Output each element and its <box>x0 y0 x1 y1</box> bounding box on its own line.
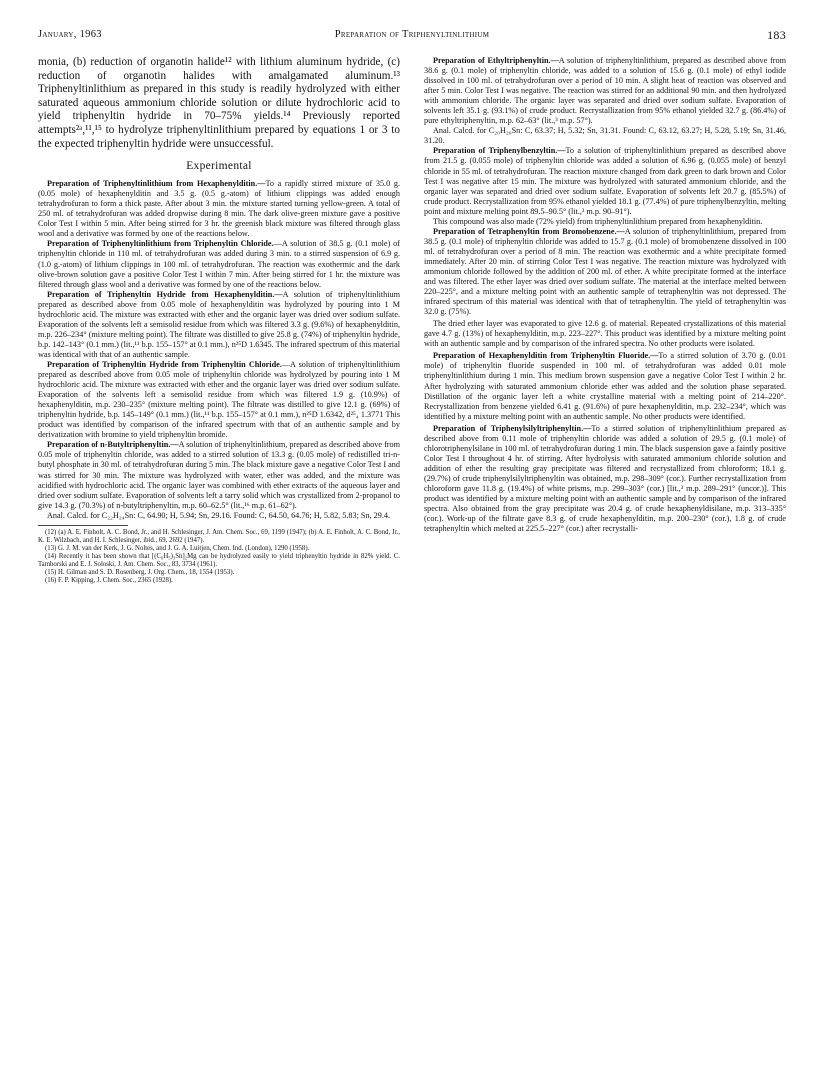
paragraph-title: Preparation of n-Butyltriphenyltin.— <box>47 440 179 450</box>
paragraph <box>424 227 786 317</box>
header-title: Preparation of Triphenyltinlithium <box>334 29 490 40</box>
paragraph-text: A solution of triphenyltinlithium, prepared as described above from 0.05 mole of triphenyltin chloride, was added to a stirred solution of 13.3 g. (0.05 mole) of redistilled tri-n-butyl phosphate in 30 ml. of tetrahydrofuran during 5 min. The black mixture gave a negative Color Test I and was stirred for 30 min. The mixture was hydrolyzed with water, ether was added, and the mixture was acidified with hydrochloric acid. The organic layer was combined with ether extracts of the aqueous layer and dried over sodium sulfate. Evaporation of solvents left a tarry solid which was crystallized from 2-propanol to give 14.3 g. (70.3%) of n-butyltriphenyltin, m.p. 60–62.5° (lit.,¹⁶ m.p. 61–62°). <box>38 440 400 510</box>
paragraph <box>38 179 400 239</box>
paragraph <box>424 56 786 126</box>
paragraph-text: To a stirred solution of triphenyltinlithium prepared as described above from 0.11 mole of triphenyltin chloride was added a solution of 29.5 g. (0.1 mole) of chlorotriphenylsilane in 100 ml. of tetrahydrofuran during 1 min. The black suspension gave a faintly positive Color Test I throughout 4 hr. of stirring. After hydrolysis with saturated ammonium chloride solution and addition of ether the resulting gray precipitate was filtered and recrystallized from chloroform; 18.1 g. (29.7%) of crude triphenylsilyltriphenyltin was obtained, m.p. 298–309° (cor.). Further recrystallization from chloroform gave 11.8 g. (19.4%) of white prisms, m.p. 299–303° (cor.) [lit.,³ m.p. 289–291° (uncor.)]. This product was identified by a mixture melting point with an authentic sample and by comparison of the infrared spectra. Also obtained from the gray precipitate was 20.4 g. of crude hexaphenyldisilane, m.p. 313–335° (cor.). Work-up of the filtrate gave 8.3 g. of crude hexaphenylditin, m.p. 200–230° (cor.), 1.8 g. of crude tetraphenyltin which melted at 225.5–227° (cor.) after recrystalli- <box>424 423 787 534</box>
paragraph-title: Preparation of Triphenyltin Hydride from Triphenyltin Chloride. <box>47 360 282 369</box>
paragraph-title: Preparation of Triphenyltin Hydride from Hexaphenylditin.— <box>47 289 283 299</box>
paragraph-title: Preparation of Triphenylbenzyltin.— <box>433 146 566 156</box>
paragraph-title: Preparation of Triphenyltinlithium from Triphenyltin Chloride. <box>47 239 274 249</box>
paragraph-text: Anal. Calcd. for C₂₀H₂₀Sn: C, 63.37; H, 5.32; Sn, 31.31. Found: C, 63.12, 63.27; H, 5.28, 5.19; Sn, 31.46, 31.20. <box>424 126 786 146</box>
running-header <box>38 29 786 43</box>
paragraph-title: Preparation of Triphenyltinlithium from Hexaphenylditin.— <box>47 179 266 189</box>
paragraph-text: To a stirred solution of 3.70 g. (0.01 mole) of triphenyltin fluoride suspended in 100 ml. of tetrahydrofuran was added 0.01 mole triphenyltinlithium during 1 min. This medium brown suspension gave a negative Color Test I within 2 hr. After hydrolyzing with saturated ammonium chloride ether was added and the solution phase separated. Distillation of the organic layer left a white crystalline material with a melting point of 214–220°. Recrystallization from benzene yielded 6.41 g. (91.6%) of pure hexaphenylditin, m.p. 232–234°, which was identified by a mixture melting point with an authentic sample. No other products were identified. <box>424 351 786 421</box>
footnote-rule <box>38 525 128 526</box>
footnote: (16) F. P. Kipping, J. Chem. Soc., 2365 (1928). <box>45 577 173 585</box>
paragraph <box>424 146 786 216</box>
paragraph-title: Preparation of Ethyltriphenyltin.— <box>433 56 559 65</box>
section-heading: Experimental <box>186 160 252 173</box>
paragraph <box>424 424 786 535</box>
left-column <box>38 56 400 585</box>
paragraph-title: Preparation of Tetraphenyltin from Bromobenzene.— <box>433 226 625 236</box>
footnote: (14) Recently it has been shown that [(C₆H₅)₃Sn]₂Mg can be hydrolyzed easily to yield triphenyltin hydride in 82% yield. C. Tamborski and E. J. Soloski, J. Am. Chem. Soc., 83, 3734 (1961). <box>38 553 400 569</box>
footnote: (12) (a) A. E. Finholt, A. C. Bond, Jr., and H. Schlesinger, J. Am. Chem. Soc., 69, 1199 (1947); (b) A. E. Finholt, A. C. Bond, Jr., K. E. Wilzbach, and H. I. Schlesinger, ibid., 69, 2692 (1947). <box>38 528 400 544</box>
paragraph <box>38 290 400 360</box>
header-date: January, 1963 <box>38 29 102 40</box>
page-number: 183 <box>767 28 786 42</box>
paragraph-text: —A solution of 38.5 g. (0.1 mole) of triphenyltin chloride in 110 ml. of tetrahydrofuran was added during 3 min. to a stirred suspension of 6.9 g. (1.0 g.-atom) of lithium clippings in 100 ml. of tetrahydrofuran. The reaction was exothermic and the dark olive-brown solution gave a positive Color Test I within 7 min. After being stirred for 1 hr. the mixture was filtered through glass wool and a derivative was formed by one of the reactions below. <box>38 239 400 289</box>
paragraph <box>38 440 400 510</box>
paragraph-text: To a rapidly stirred mixture of 35.0 g. (0.05 mole) of hexaphenylditin and 3.5 g. (0.5 g.-atom) of lithium clippings was added enough tetrahydrofuran to form a thick paste. After about 3 min. the mixture started turning yellow-green. A total of 250 ml. of tetrahydrofuran was added dropwise during 8 min. The dark olive-green mixture gave a positive Color Test I within 5 min. After being stirred for 3 hr. the greenish black mixture was filtered through glass wool and a derivative was formed by one of the reactions below. <box>38 179 400 239</box>
right-column <box>424 56 786 534</box>
paragraph <box>424 351 786 421</box>
paragraph-text: —A solution of triphenyltinlithium prepared as described above from 0.05 mole of triphenyltin chloride was hydrolyzed by pouring into 1 M hydrochloric acid. The mixture was extracted with ether and the organic layer was dried over sodium sulfate. Evaporation of the solvents left a semisolid residue from which was filtered 1.9 g. (10.9%) of hexaphenylditin, m.p. 230–235° (mixture melting point). The filtrate was distilled to give 12.1 g. (69%) of triphenyltin hydride, b.p. 145–149° (0.1 mm.) (lit.,¹¹ b.p. 155–157° at 0.1 mm.), n²⁵D 1.6342, d²⁵₄ 1.3771 This product was identified by comparison of the infrared spectrum with that of an authentic sample and by derivatization with bromine to yield triphenyltin bromide. <box>38 360 401 440</box>
paragraph <box>424 126 786 146</box>
paragraph-text: A solution of triphenyltinlithium, prepared as described above from 38.6 g. (0.1 mole) of triphenyltin chloride, was added to a solution of 15.6 g. (0.1 mole) of ethyl iodide dissolved in 100 ml. of tetrahydrofuran over a period of 10 min. A slight heat of reaction was observed and after 5 min. Color Test I was negative. The reaction was stirred for an additional 90 min. and then hydrolyzed with ammonium chloride. The organic layer was separated and dried over sodium sulfate. Evaporation of solvents left 35.1 g. (93.1%) of crude product. Recrystallization from 95% ethanol yielded 32.7 g. (86.4%) of pure ethyltriphenyltin, m.p. 62–63° (lit.,³ m.p. 57°). <box>424 56 786 126</box>
paragraph <box>424 217 786 227</box>
paragraph-text: To a solution of triphenyltinlithium prepared as described above from 21.5 g. (0.055 mole) of triphenyltin chloride was added a solution of 6.96 g. (0.055 mole) of benzyl chloride in 55 ml. of tetrahydrofuran. The reaction mixture changed from dark green to dark brown and Color Test I was negative after 15 min. The mixture was hydrolyzed with saturated ammonium chloride, and the organic layer was separated and dried over sodium sulfate. Evaporation of solvents left 20.7 g. (85.5%) of crude product. Recrystallization from 95% ethanol yielded 18.1 g. (77.4%) of pure triphenylbenzyltin, melting point and mixture melting point 89.5–90.5° (lit.,³ m.p. 90–91°). <box>424 146 786 216</box>
paragraph-text: This compound was also made (72% yield) from triphenyltinlithium prepared from hexaphenylditin. <box>433 216 763 226</box>
paragraph-text: The dried ether layer was evaporated to give 12.6 g. of material. Repeated crystallizations of this material gave 4.7 g. (13%) of hexaphenylditin, m.p. 223–227°. This product was identified by a mixture melting point with an authentic sample and by comparison of the infrared spectra. No other products were isolated. <box>424 319 786 349</box>
footnote: (15) H. Gilman and S. D. Rosenberg, J. Org. Chem., 18, 1554 (1953). <box>45 569 235 577</box>
paragraph-text: Anal. Calcd. for C₂₂H₂₄Sn: C, 64.90; H, 5.94; Sn, 29.16. Found: C, 64.50, 64.76; H, 5.82, 5.83; Sn, 29.4. <box>47 510 391 520</box>
paragraph <box>38 511 400 521</box>
paragraph-title: Preparation of Triphenylsilyltriphenyltin.— <box>433 423 592 433</box>
paragraph-text: A solution of triphenyltinlithium, prepared from 38.5 g. (0.1 mole) of triphenyltin chloride was added to 15.7 g. (0.1 mole) of bromobenzene dissolved in 100 ml. of tetrahydrofuran over a period of 8 min. The reaction was exothermic and a white precipitate formed immediately. After 20 min. of stirring Color Test I was negative. The reaction mixture was hydrolyzed with ammonium chloride followed by the addition of 200 ml. of ether. A white precipitate formed at the interface and was filtered. The ether layer was dried over sodium sulfate. The material at the interface melted between 220–225°, and a mixture melting point with an authentic sample of tetraphenyltin was not depressed. The infrared spectrum of this material was identical with that of tetraphenyltin. The yield of tetraphenyltin was 32.0 g. (75%). <box>424 226 787 317</box>
footnote: (13) G. J. M. van der Kerk, J. G. Noltes, and J. G. A. Luitjen, Chem. Ind. (London), 1290 (1958). <box>45 544 310 552</box>
paragraph-title: Preparation of Hexaphenylditin from Triphenyltin Fluoride.— <box>433 351 659 361</box>
paragraph <box>38 239 400 289</box>
paragraph-text: A solution of triphenyltinlithium prepared as described above from 0.05 mole of hexaphenylditin was hydrolyzed by pouring into 1 M hydrochloric acid. The mixture was extracted with ether and the organic layer was dried over sodium sulfate. Evaporation of the solvents left a semisolid residue from which was filtered 3.3 g. (9.6%) of hexaphenylditin, m.p. 226–234° (mixture melting point). The filtrate was distilled to give 25.8 g. (74%) of triphenyltin hydride, b.p. 142–143° (0.1 mm.) (lit.,¹¹ b.p. 155–157° at 0.1 mm.), n²⁵D 1.6345. The infrared spectrum of this material was identical with that of an authentic sample. <box>38 289 400 359</box>
paragraph <box>424 319 786 349</box>
paragraph <box>38 360 400 440</box>
intro-paragraph: monia, (b) reduction of organotin halide¹² with lithium aluminum hydride, (c) reduction of organotin halides with amalgamated aluminum.¹³ Triphenyltinlithium as prepared in this study is readily hydrolyzed with either saturated aqueous ammonium chloride solution or dilute hydrochloric acid to yield triphenyltin hydride in 70–75% yields.¹⁴ Previously reported attempts²ᵃ,¹¹,¹⁵ to hydrolyze triphenyltinlithium prepared by equations 1 or 3 to the expected triphenyltin hydride were unsuccessful. <box>38 56 400 150</box>
